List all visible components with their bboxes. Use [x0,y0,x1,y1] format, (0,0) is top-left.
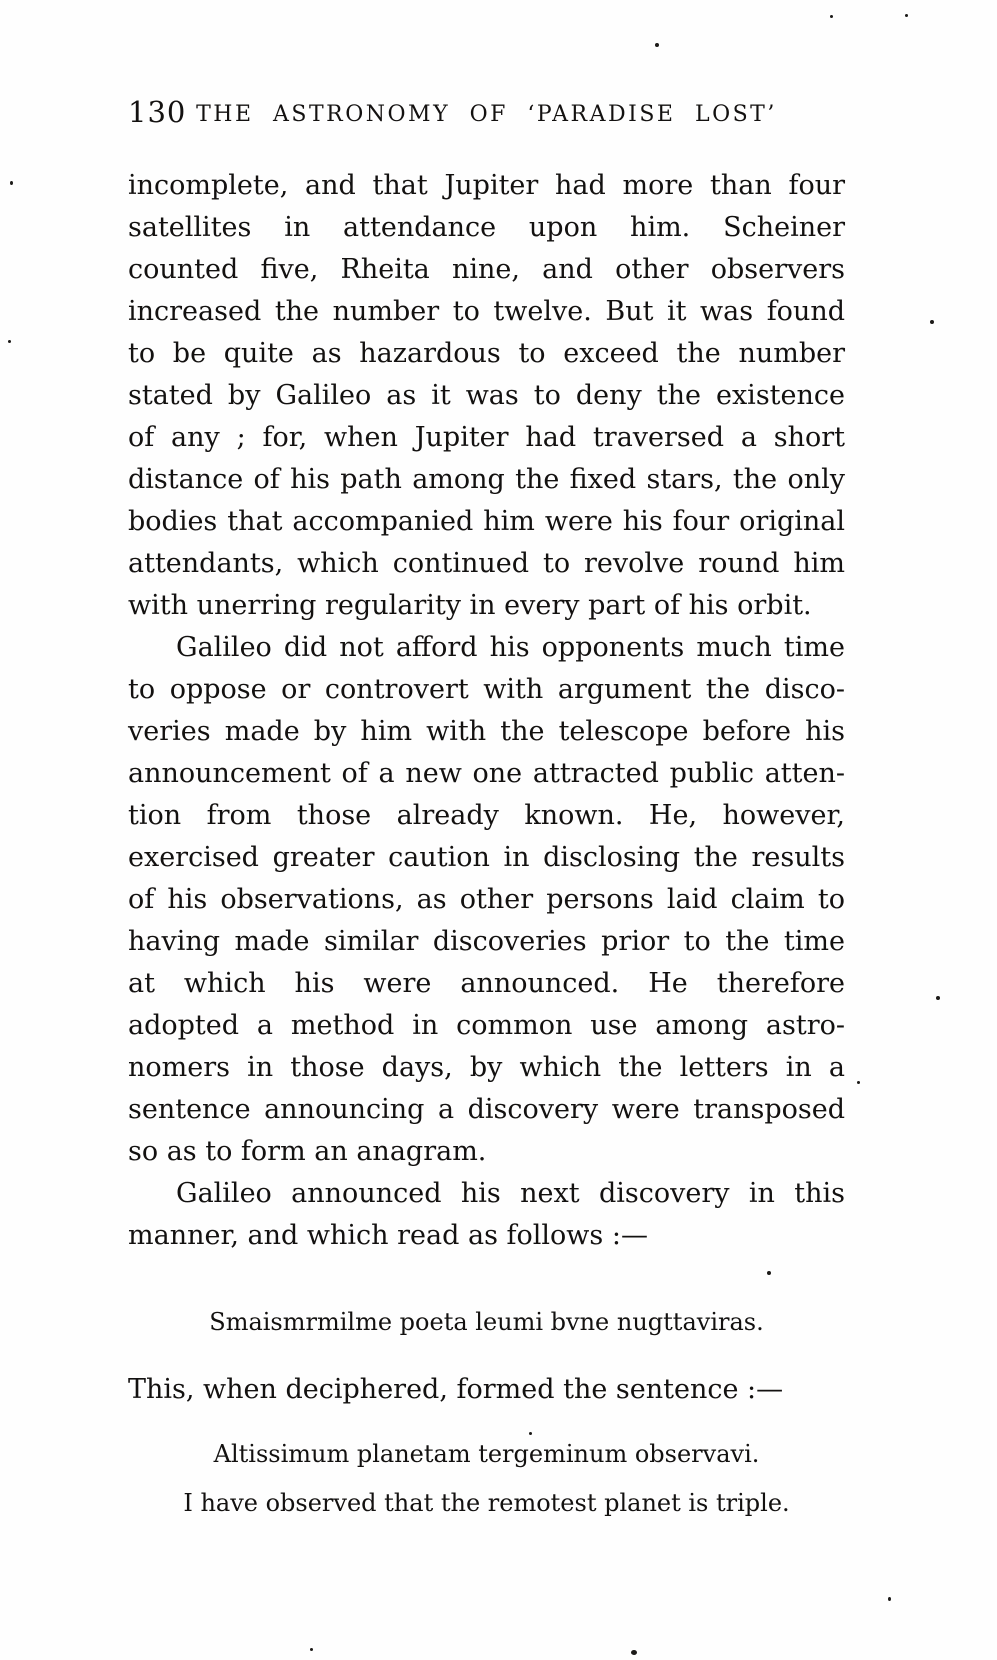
text-line: Galileo announced his next discovery in this [176,1178,845,1209]
scan-speck [767,1271,771,1275]
decipher-intro: This, when deciphered, formed the sentence :— [128,1374,784,1405]
text-line: so as to form an anagram. [128,1136,487,1167]
page-number: 130 [128,95,187,129]
scan-speck [830,15,833,18]
body-text [128,165,845,1520]
translation-sentence: I have observed that the remotest planet is triple. [183,1489,790,1517]
text-line: increased the number to twelve. But it was found [128,296,845,327]
running-header [128,97,845,133]
text-line: with unerring regularity in every part of his orbit. [128,590,812,621]
latin-sentence: Altissimum planetam tergeminum observavi. [213,1440,760,1468]
text-line: having made similar discoveries prior to the time [128,926,845,957]
scan-speck [655,43,659,47]
paragraph [128,627,845,1173]
text-line: at which his were announced. He therefore [128,968,845,999]
text-line: Galileo did not afford his opponents much time [176,632,845,663]
text-line: to be quite as hazardous to exceed the number [128,338,845,369]
scan-speck [10,181,13,185]
text-line: stated by Galileo as it was to deny the existence [128,380,845,411]
anagram-sentence: Smaismrmilme poeta leumi bvne nugttaviras. [209,1308,764,1336]
text-line: adopted a method in common use among astro- [128,1010,845,1041]
text-line: to oppose or controvert with argument the disco- [128,674,845,705]
running-header-title: THE ASTRONOMY OF ‘PARADISE LOST’ [196,102,777,127]
text-line: announcement of a new one attracted public atten- [128,758,845,789]
scan-speck [8,340,11,343]
text-line: nomers in those days, by which the letters in a [128,1052,845,1083]
text-line: attendants, which continued to revolve round him [128,548,845,579]
page-content [128,97,845,1520]
paragraph [128,165,845,627]
scan-speck [529,1432,532,1435]
scan-speck [888,1597,891,1601]
text-line: of any ; for, when Jupiter had traversed a short [128,422,845,453]
scan-speck [310,1648,313,1651]
text-line: satellites in attendance upon him. Scheiner [128,212,845,243]
text-line: exercised greater caution in disclosing the results [128,842,845,873]
scan-speck [857,1081,860,1084]
text-line: sentence announcing a discovery were transposed [128,1094,845,1125]
scan-speck [905,14,908,17]
text-line: veries made by him with the telescope before his [128,716,845,747]
text-line: manner, and which read as follows :— [128,1220,648,1251]
text-line: bodies that accompanied him were his four original [128,506,845,537]
text-line: tion from those already known. He, however, [128,800,845,831]
text-line: incomplete, and that Jupiter had more than four [128,170,845,201]
paragraph [128,1173,845,1257]
scan-speck [631,1650,637,1655]
text-line: counted five, Rheita nine, and other observers [128,254,845,285]
text-line: of his observations, as other persons laid claim to [128,884,845,915]
scan-speck [936,996,940,1000]
text-line: distance of his path among the fixed stars, the only [128,464,845,495]
scan-speck [930,320,934,324]
